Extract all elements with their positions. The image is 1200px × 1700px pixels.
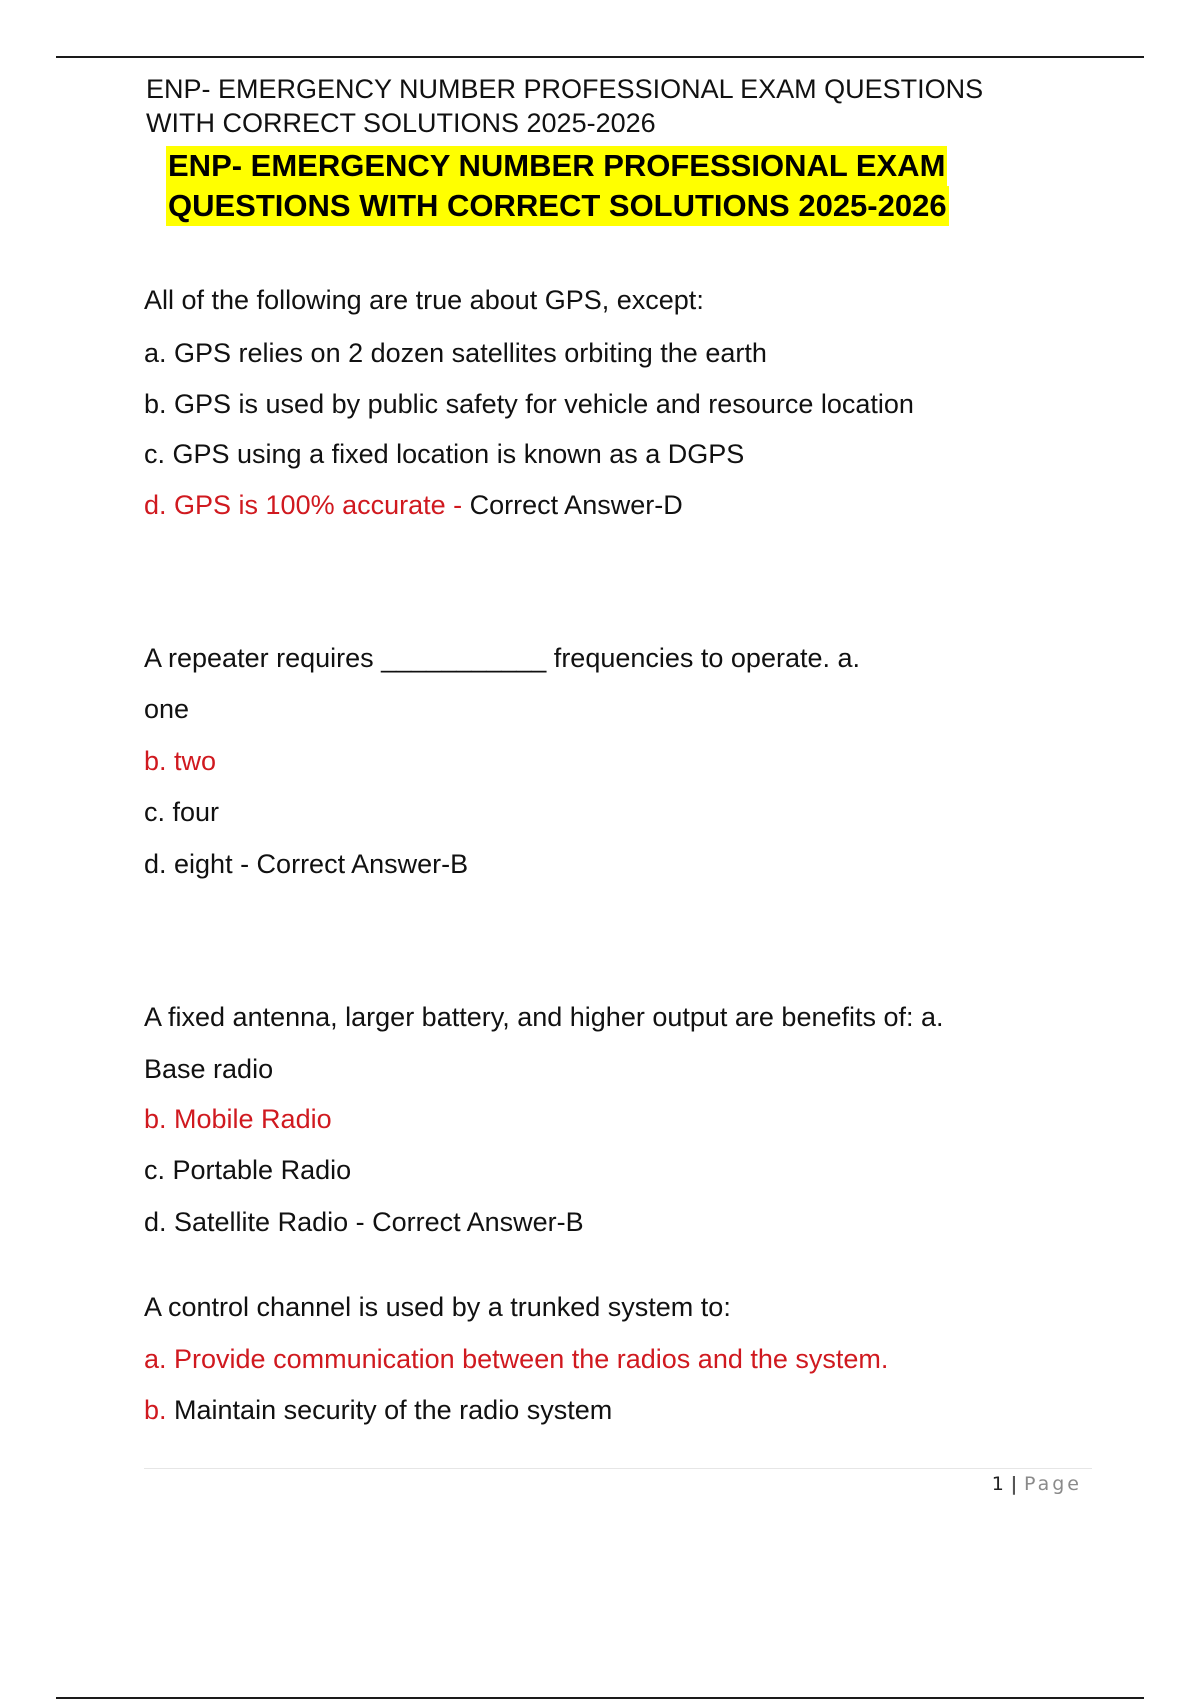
question-3-option-d: d. Satellite Radio - Correct Answer-B	[144, 1207, 584, 1237]
question-3-option-c: c. Portable Radio	[144, 1155, 352, 1185]
question-3-stem: A fixed antenna, larger battery, and higher output are benefits of: a.	[144, 1002, 944, 1032]
question-1-option-d-line	[144, 488, 683, 522]
question-4-stem: A control channel is used by a trunked system to:	[144, 1292, 731, 1322]
question-1-option-d: d. GPS is 100% accurate	[144, 490, 446, 520]
page-footer	[940, 1470, 1082, 1498]
question-3-option-b: b. Mobile Radio	[144, 1104, 332, 1134]
page-label: Page	[1024, 1473, 1082, 1495]
title-line-2: QUESTIONS WITH CORRECT SOLUTIONS 2025-2026	[166, 186, 949, 226]
top-rule	[56, 56, 1144, 58]
document-title	[166, 146, 949, 226]
page-number: 1	[991, 1473, 1004, 1495]
question-1-option-c: c. GPS using a fixed location is known as a DGPS	[144, 439, 745, 469]
running-header	[146, 72, 1086, 140]
question-3-option-a: Base radio	[144, 1054, 274, 1084]
question-2-option-c: c. four	[144, 797, 220, 827]
running-header-line-1: ENP- EMERGENCY NUMBER PROFESSIONAL EXAM QUESTIONS	[146, 74, 984, 104]
question-1-option-a: a. GPS relies on 2 dozen satellites orbiting the earth	[144, 338, 767, 368]
running-header-line-2: WITH CORRECT SOLUTIONS 2025-2026	[146, 108, 656, 138]
question-2-option-a: one	[144, 694, 190, 724]
question-2-option-d: d. eight - Correct Answer-B	[144, 849, 469, 879]
question-1-option-b: b. GPS is used by public safety for vehicle and resource location	[144, 389, 914, 419]
bottom-rule	[56, 1697, 1144, 1699]
question-4-option-b-letter: b.	[144, 1395, 167, 1425]
footer-divider	[144, 1468, 1092, 1469]
question-4-option-b-line	[144, 1393, 612, 1427]
title-line-1: ENP- EMERGENCY NUMBER PROFESSIONAL EXAM	[166, 146, 947, 186]
question-4-option-b: Maintain security of the radio system	[166, 1395, 613, 1425]
question-1-stem: All of the following are true about GPS, except:	[144, 285, 704, 315]
question-1-correct-answer: Correct Answer-D	[469, 490, 683, 520]
answer-separator: -	[445, 490, 470, 520]
question-4-option-a: a. Provide communication between the radios and the system.	[144, 1344, 889, 1374]
question-2-option-b: b. two	[144, 746, 217, 776]
page-separator: |	[1003, 1473, 1024, 1495]
question-2-stem: A repeater requires ___________ frequencies to operate. a.	[144, 643, 861, 673]
